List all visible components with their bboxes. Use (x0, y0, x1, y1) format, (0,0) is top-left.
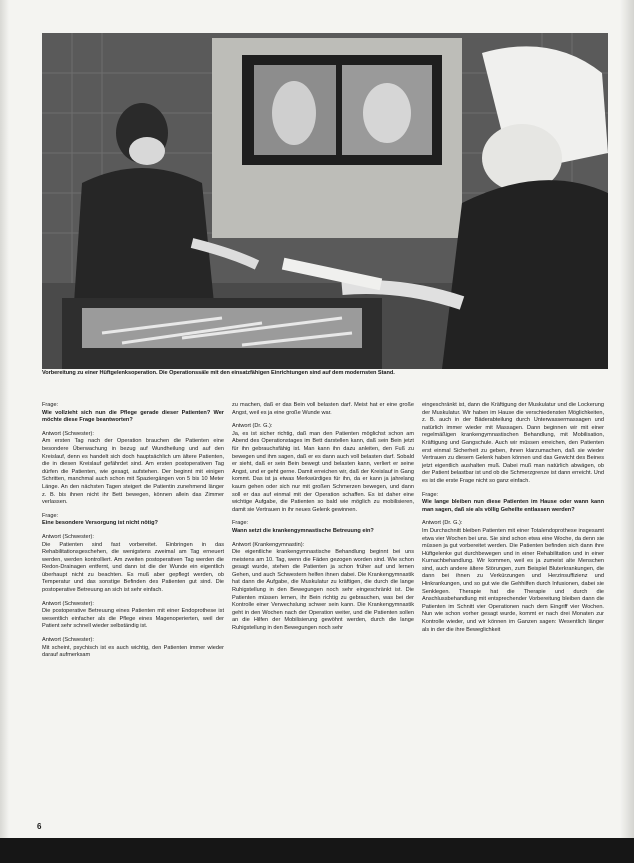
answer-text: Die eigentliche krankengymnastische Behandlung beginnt bei uns meistens am 10. Tag, wenn die Fäden gezogen worden sind. Wie schon gesagt wurde, stehen die Patienten ja schon früher auf und lernen Gehen, und auch Schwestern helfen ihnen dabei. Die Krankengymnastik hat dann die Aufgabe, die Muskulatur zu kräftigen, die durch die lange Ruhigstellung in den Bewegungen noch sehr eingeschränkt ist. Die Patienten müssen lernen, ihr Bein richtig zu gebrauchen, was bei der Kontrolle einer Verwechslung schwer sein kann. Die Krankengymnastik geht in den Wochen nach der Operation weiter, und die Patienten sollen an die Hilfen der Mobilisierung gewöhnt werden, durch die lange Ruhigstellung in den Bewegungen noch sehr (232, 549, 414, 632)
question-label: Frage: (42, 512, 59, 519)
question-text: Eine besondere Versorgung ist nicht nötig? (42, 520, 158, 527)
answer-text: Im Durchschnitt bleiben Patienten mit einer Totalendoprothese insgesamt etwa vier Wochen bei uns. Sie sind schon etwa eine Woche, da denn sie müssen ja gut vorbereitet werden. Die Patienten befinden sich dann ihre Hüftgelenke gut durchbewegen und in einer Rehabilitation und in einer Kurnachbehandlung. Wir kommen, weil es ja zumeist alte Menschen sind, auch andere ältere Störungen, zum Beispiel Bluterkrankungen, die dann bei ihnen zu Verkürzungen und Herzinsuffizienz und Hinkrankungen, und so gut wie die Gehhilfen durch Infusionen, dabei sie Senklegen. Therapie hat die Therapie und durch die Anschlussbehandlung mit entsprechender Vorbereitung bleiben dann die Patienten im Schnitt vier Operationen nach dem Eingriff vier Wochen. Nun wie schon vorher gesagt wurde, kommt er nach drei Monaten zur Kontrolle wieder, und wir können im Ganzen sagen: Wesentlich länger als in der die ihre Beweglichkeit (422, 527, 604, 633)
surgery-photo-icon (42, 33, 608, 369)
answer-label: Antwort (Schwester): (42, 637, 94, 644)
answer-text: Die postoperative Betreuung eines Patienten mit einer Endoprothese ist wesentlich einfacher als die Pflege eines Magenoperierten, weil der Patient sehr schnell wieder selbständig ist. (42, 608, 224, 630)
answer-text: zu machen, daß er das Bein voll belasten darf. Meist hat er eine große Angst, weil es ja eine große Wunde war. (232, 402, 414, 416)
question-text: Wie lange bleiben nun diese Patienten im Hause oder wann kann man sagen, daß sie als völlig Geheilte entlassen werden? (422, 499, 604, 513)
bottom-bar (0, 838, 634, 863)
answer-label: Antwort (Dr. G.): (232, 423, 273, 430)
answer-text: Am ersten Tag nach der Operation brauchen die Patienten eine besondere Überwachung in bezug auf Wundheilung und auf den Kreislauf, denn es handelt sich doch hauptsächlich um ältere Patienten, die in diesen Kreislauf gefährdet sind. Am ersten postoperativen Tag dürfen die Patienten, wie gesagt, aufstehen. Der beginnt mit einigen Schritten, manchmal auch schon mit Spaziergängen von 5 bis 10 Meter Länge. An den nächsten Tagen steigert die Patientin zunehmend länger z. B. bis ihnen nicht ihr Bett bewegen, können allein das Zimmer verlassen. (42, 438, 224, 506)
question-text: Wann setzt die krankengymnastische Betreuung ein? (232, 527, 374, 534)
answer-label: Antwort (Schwester): (42, 600, 94, 607)
answer-label: Antwort (Krankengymnastin): (232, 541, 305, 548)
surgery-photo (42, 33, 608, 369)
answer-text: Die Patienten sind fast vorbereitet. Einbringen in das Rehabilitationsgeschehen, die wenigstens zweimal am Tag erneuert werden, werden kontrolliert. Am zweiten postoperativen Tag werden die Redon-Drainagen entfernt, und dann ist die der Wunde ein eigentlich überhaupt nicht zu beachten. Es muß aber gepflegt werden, ob Temperatur und das sonstige Befinden des Patienten gut sind. Die postoperative Betreuung an sich ist sehr einfach. (42, 541, 224, 594)
text-column-1 (42, 402, 224, 660)
question-label: Frage: (42, 402, 59, 408)
answer-label: Antwort (Schwester): (42, 533, 94, 540)
question-label: Frage: (232, 520, 249, 527)
answer-label: Antwort (Dr. G.): (422, 520, 463, 527)
answer-text: eingeschränkt ist, dann die Kräftigung der Muskulatur und die Lockerung der Muskulatur. Wir haben im Hause die verschiedensten Möglichkeiten, z. B. auch in der Bäderabteilung durch Unterwassermassagen und natürlich immer wieder mit Massagen. Dann beginnen wir mit einer regelmäßigen krankengymnastischen Behandlung, mit Mobilisation, Kräftigung und Gangschule. Auch wir müssen erreichen, den Patienten erst einmal Sicherheit zu geben, ihnen klarzumachen, daß sie wieder Vertrauen zu diesem Gelenk haben können und das Gewicht des Beines jetzt eigentlich aushalten muß. Dabei muß man natürlich abwägen, ob der Patient belastbar ist und ob die Schmerzgrenze ist dann erreicht. Und es ist die erste Frage nicht so ganz einfach. (422, 402, 604, 484)
answer-label: Antwort (Schwester): (42, 430, 94, 437)
text-column-2 (232, 402, 414, 633)
photo-caption: Vorbereitung zu einer Hüftgelenksoperation. Die Operationssäle mit den einsatzfähigen Einrichtungen sind auf dem modernsten Stand. (42, 370, 395, 376)
answer-text: Mit scheint, psychisch ist es auch wichtig, den Patienten immer wieder darauf aufmerksam (42, 644, 224, 659)
text-column-3 (422, 402, 604, 634)
page-number: 6 (37, 822, 42, 831)
question-label: Frage: (422, 491, 439, 498)
question-text: Wie vollzieht sich nun die Pflege gerade dieser Patienten? Wer möchte diese Frage beantworten? (42, 409, 224, 424)
answer-text: Ja, es ist sicher richtig, daß man den Patienten möglichst schon am Abend des Operationstages im Bett darstellen kann, daß sein Bein jetzt für ihn gebrauchsfähig ist. Man kann ihn dazu anleiten, den Fuß zu bewegen und ihm sagen, daß er es dann auch voll belasten darf. Sobald er sieht, daß er sein Bein bewegt und belasten kann, verliert er seine Angst, und er geht gerne. Damit erreichen wir, daß der Kreislauf in Gang kommt. Das ist ja etwas Merkwürdiges für ihn, da er kann ja jahrelang kaum gehen oder sich nur mit großen Schmerzen bewegen, und dann soll er das auf einmal mit der Operation schaffen. Es ist daher eine wichtige Aufgabe, die Patienten so bald wie möglich zu mobilisieren, damit sie Vertrauen in ihr neues Gelenk gewinnen. (232, 430, 414, 513)
